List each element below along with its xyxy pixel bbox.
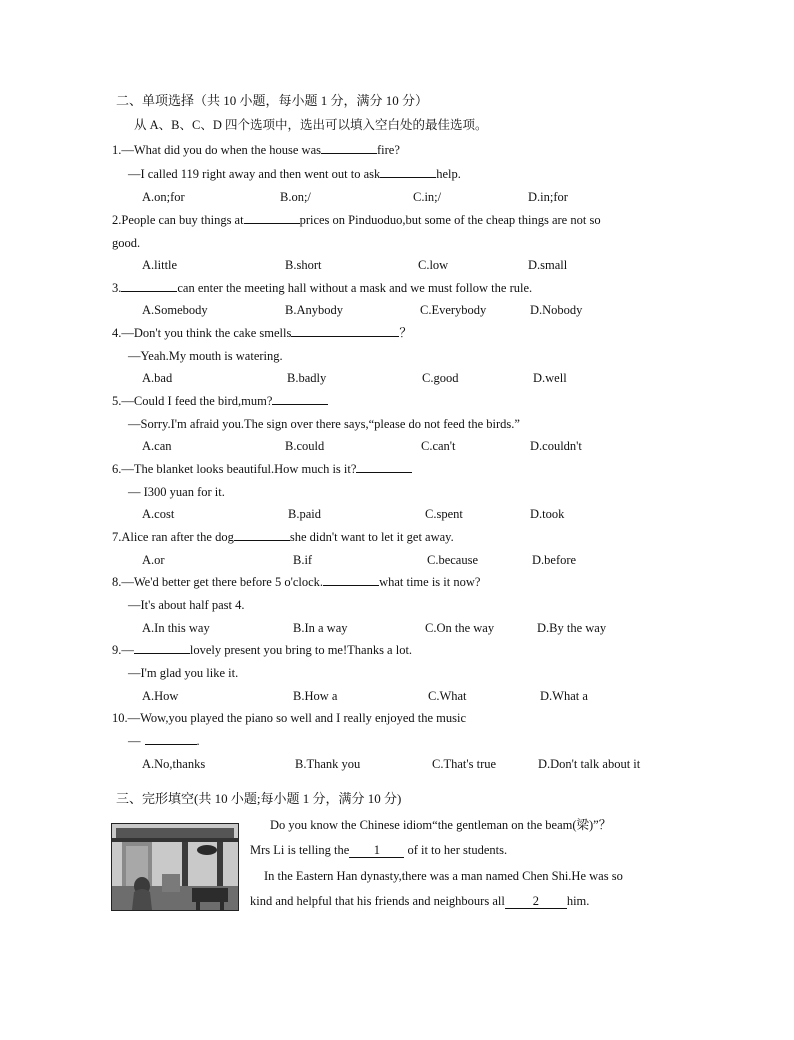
illustration-image — [112, 824, 238, 910]
question-1-option-a[interactable]: A.on;for — [142, 190, 185, 204]
question-10-line-2 — [128, 733, 200, 749]
question-6-line-1 — [112, 461, 412, 477]
question-4-option-a[interactable]: A.bad — [142, 371, 173, 385]
question-text: 8.—We'd better get there before 5 o'clock. — [112, 575, 324, 589]
question-7-option-b[interactable]: B.if — [293, 553, 313, 567]
question-3-option-b[interactable]: B.Anybody — [285, 303, 343, 317]
answer-blank[interactable] — [145, 733, 197, 745]
question-10-option-d[interactable]: D.Don't talk about it — [538, 757, 641, 771]
question-8-option-b[interactable]: B.In a way — [293, 621, 348, 635]
passage-text: him. — [566, 894, 590, 908]
question-4-option-b[interactable]: B.badly — [287, 371, 327, 385]
question-text: .The sign over there says,“please do not feed the birds.” — [240, 417, 520, 431]
question-6-line-2 — [128, 484, 225, 500]
question-4-option-c[interactable]: C.good — [422, 371, 459, 385]
question-5-option-d[interactable]: D.couldn't — [530, 439, 582, 453]
question-5-option-b[interactable]: B.could — [285, 439, 325, 453]
question-1-option-c[interactable]: C.in;/ — [413, 190, 442, 204]
question-3-option-c[interactable]: C.Everybody — [420, 303, 487, 317]
question-9-option-a[interactable]: A.How — [142, 689, 179, 703]
answer-blank[interactable] — [134, 642, 190, 654]
question-5-option-c[interactable]: C.can't — [421, 439, 456, 453]
question-4-line-2 — [128, 348, 283, 364]
question-8-option-d[interactable]: D.By the way — [537, 621, 607, 635]
question-6-option-d[interactable]: D.took — [530, 507, 565, 521]
question-8-option-a[interactable]: A.In this way — [142, 621, 210, 635]
passage-line-3: In the Eastern Han dynasty,there was a man named Chen Shi.He was so — [264, 869, 623, 883]
question-text: help. — [436, 167, 461, 181]
question-2-option-b[interactable]: B.short — [285, 258, 322, 272]
question-6-option-a[interactable]: A.cost — [142, 507, 175, 521]
question-text: — — [128, 734, 141, 748]
question-4-line-1 — [112, 325, 412, 341]
question-5-option-a[interactable]: A.can — [142, 439, 172, 453]
answer-blank[interactable] — [244, 212, 300, 224]
question-text: —I'm glad you like it. — [128, 666, 239, 680]
question-7-option-a[interactable]: A.or — [142, 553, 165, 567]
section2-instruction: 从 A、B、C、D 四个选项中，选出可以填入空白处的最佳选项。 — [134, 118, 488, 132]
question-text: what time is it now? — [379, 575, 481, 589]
passage-text: of it to her students. — [407, 843, 508, 857]
question-text: 4.—Don't you think the cake smells — [112, 326, 292, 340]
question-10-option-b[interactable]: B.Thank you — [295, 757, 361, 771]
question-text: —I called 119 right away and then went out to ask — [128, 167, 381, 181]
question-text: she didn't want to let it get away. — [289, 530, 454, 544]
passage-line-1: Do you know the Chinese idiom“the gentleman on the beam(梁)”？ — [270, 818, 612, 832]
question-9-option-d[interactable]: D.What a — [540, 689, 588, 703]
question-2-option-a[interactable]: A.little — [142, 258, 178, 272]
question-4-option-d[interactable]: D.well — [533, 371, 567, 385]
question-9-line-1 — [112, 642, 412, 658]
question-text: —Sorry.I'm afraid you — [128, 417, 241, 431]
question-text: fire? — [377, 143, 400, 157]
question-text: 1.—What did you do when the house was — [112, 143, 321, 157]
question-9-option-c[interactable]: C.What — [428, 689, 467, 703]
question-1-line-1 — [112, 142, 400, 158]
question-text: 2.People can buy things at — [112, 213, 244, 227]
question-2-option-c[interactable]: C.low — [418, 258, 449, 272]
passage-line-2 — [250, 842, 507, 858]
answer-blank[interactable] — [121, 280, 177, 292]
passage-text: Mrs Li is telling the — [250, 843, 350, 857]
question-1-line-2 — [128, 166, 461, 182]
question-text: 10.—Wow,you played the piano so well and I really enjoyed the music — [112, 711, 466, 725]
question-2-option-d[interactable]: D.small — [528, 258, 568, 272]
question-text: prices on Pinduoduo,but some of the cheap things are not so — [299, 213, 601, 227]
question-text: lovely present you bring to me!Thanks a lot. — [189, 643, 413, 657]
section2-heading: 二、单项选择（共 10 小题，每小题 1 分，满分 10 分） — [116, 93, 429, 108]
question-2-line-2 — [112, 235, 140, 251]
question-5-line-2 — [128, 416, 520, 432]
question-text: ？ — [399, 326, 412, 340]
question-text: good. — [112, 236, 141, 250]
question-7-option-c[interactable]: C.because — [427, 553, 479, 567]
cloze-blank-2[interactable]: 2 — [505, 894, 567, 909]
question-3-line-1 — [112, 280, 532, 296]
question-9-option-b[interactable]: B.How a — [293, 689, 338, 703]
question-7-line-1 — [112, 529, 454, 545]
question-text: 9.— — [112, 643, 134, 657]
answer-blank[interactable] — [321, 142, 377, 154]
story-illustration — [111, 823, 239, 911]
question-text: —Yeah.My mouth is watering. — [128, 349, 283, 363]
passage-text: kind and helpful that his friends and neighbours all — [250, 894, 505, 908]
question-text: 6.—The blanket looks beautiful.How much is it? — [112, 462, 357, 476]
question-text: 3. — [112, 281, 122, 295]
answer-blank[interactable] — [356, 461, 412, 473]
question-8-line-1 — [112, 574, 480, 590]
passage-line-4 — [250, 893, 589, 909]
answer-blank[interactable] — [291, 325, 399, 337]
question-9-line-2 — [128, 665, 238, 681]
cloze-blank-1[interactable]: 1 — [349, 843, 404, 858]
answer-blank[interactable] — [272, 393, 328, 405]
question-10-option-c[interactable]: C.That's true — [432, 757, 497, 771]
answer-blank[interactable] — [323, 574, 379, 586]
question-text: —It's about half past 4. — [128, 598, 245, 612]
question-7-option-d[interactable]: D.before — [532, 553, 577, 567]
question-3-option-a[interactable]: A.Somebody — [142, 303, 208, 317]
question-8-option-c[interactable]: C.On the way — [425, 621, 495, 635]
section3-heading: 三、完形填空(共 10 小题;每小题 1 分，满分 10 分) — [116, 791, 402, 806]
question-10-option-a[interactable]: A.No,thanks — [142, 757, 206, 771]
question-text: . — [196, 734, 200, 748]
question-6-option-c[interactable]: C.spent — [425, 507, 463, 521]
question-1-option-b[interactable]: B.on;/ — [280, 190, 311, 204]
question-text: — I — [128, 485, 148, 499]
question-text: 300 yuan for it. — [147, 485, 225, 499]
question-2-line-1 — [112, 212, 601, 228]
question-5-line-1 — [112, 393, 328, 409]
question-text: can enter the meeting hall without a mask and we must follow the rule. — [177, 281, 533, 295]
question-text: 7.Alice ran after the dog — [112, 530, 234, 544]
question-6-option-b[interactable]: B.paid — [288, 507, 321, 521]
answer-blank[interactable] — [380, 166, 436, 178]
question-1-option-d[interactable]: D.in;for — [528, 190, 568, 204]
answer-blank[interactable] — [234, 529, 290, 541]
question-10-line-1 — [112, 710, 466, 726]
question-3-option-d[interactable]: D.Nobody — [530, 303, 583, 317]
question-8-line-2 — [128, 597, 244, 613]
question-text: 5.—Could I feed the bird,mum? — [112, 394, 273, 408]
